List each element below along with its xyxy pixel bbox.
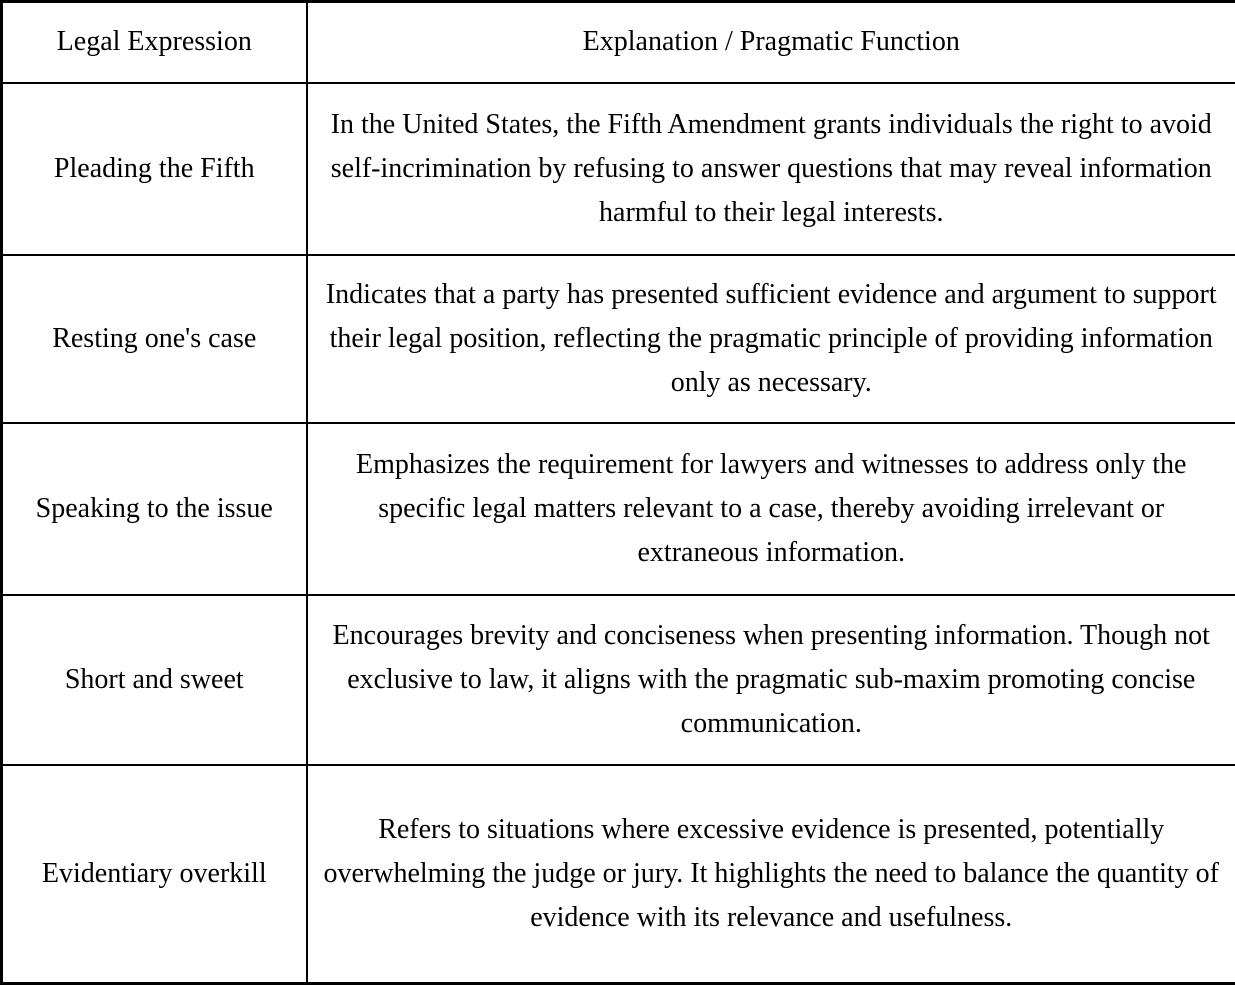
table-row	[2, 423, 1235, 595]
expression-cell: Pleading the Fifth	[2, 83, 307, 255]
table-row	[2, 595, 1235, 765]
column-header-legal-expression: Legal Expression	[2, 2, 307, 83]
expression-cell: Resting one's case	[2, 255, 307, 423]
explanation-cell: Emphasizes the requirement for lawyers and witnesses to address only the specific legal matters relevant to a case, thereby avoiding irrelevant or extraneous information.	[307, 423, 1235, 595]
table-row	[2, 765, 1235, 984]
expression-cell: Speaking to the issue	[2, 423, 307, 595]
table-row	[2, 83, 1235, 255]
expression-cell: Short and sweet	[2, 595, 307, 765]
explanation-cell: Encourages brevity and conciseness when presenting information. Though not exclusive to law, it aligns with the pragmatic sub-maxim promoting concise communication.	[307, 595, 1235, 765]
table-row	[2, 255, 1235, 423]
expression-cell: Evidentiary overkill	[2, 765, 307, 984]
explanation-cell: Indicates that a party has presented sufficient evidence and argument to support their legal position, reflecting the pragmatic principle of providing information only as necessary.	[307, 255, 1235, 423]
explanation-cell: Refers to situations where excessive evidence is presented, potentially overwhelming the judge or jury. It highlights the need to balance the quantity of evidence with its relevance and usefulness.	[307, 765, 1235, 984]
table-header-row	[2, 2, 1235, 83]
column-header-explanation: Explanation / Pragmatic Function	[307, 2, 1235, 83]
explanation-cell: In the United States, the Fifth Amendment grants individuals the right to avoid self-incrimination by refusing to answer questions that may reveal information harmful to their legal interests.	[307, 83, 1235, 255]
